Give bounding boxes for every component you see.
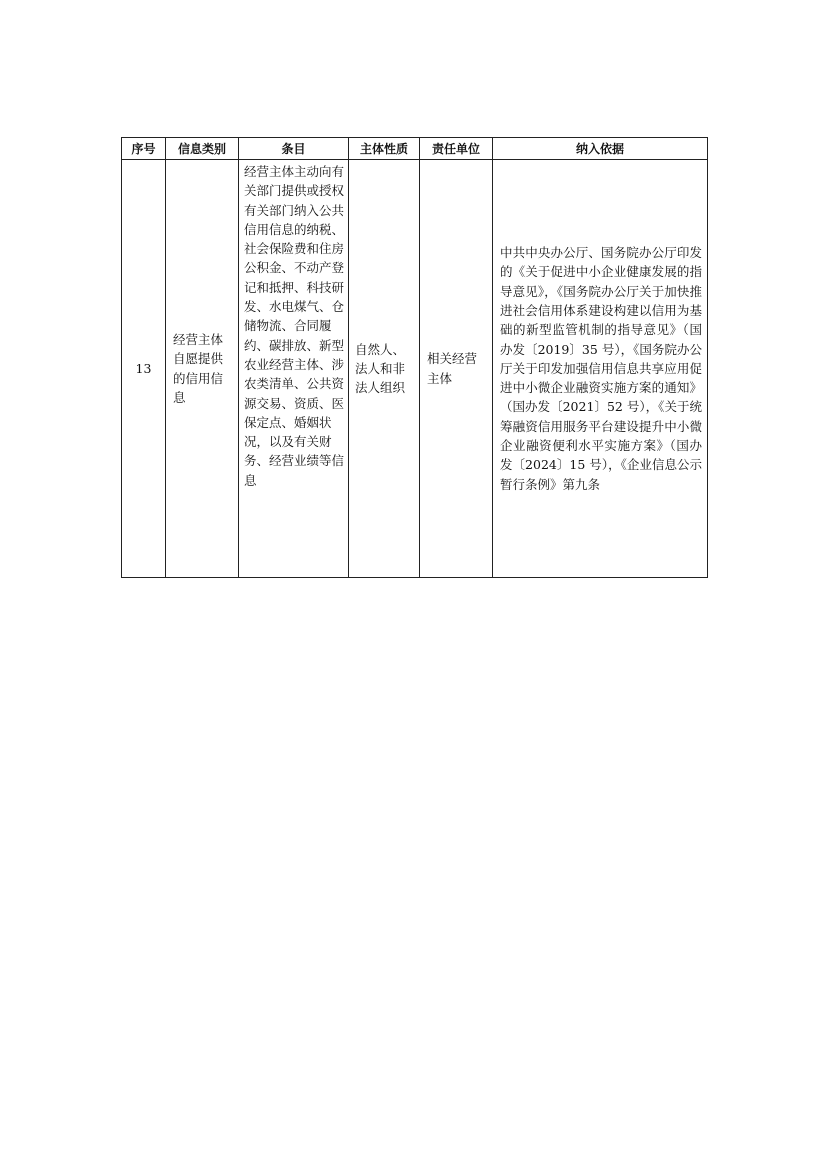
header-serial-number: 序号	[122, 138, 166, 160]
header-inclusion-basis: 纳入依据	[493, 138, 708, 160]
serial-number-text: 13	[135, 360, 152, 376]
table-header-row	[122, 138, 708, 160]
cell-subject-nature	[349, 160, 420, 578]
cell-item	[239, 160, 349, 578]
cell-serial-number	[122, 160, 166, 578]
inclusion-basis-text: 中共中央办公厅、国务院办公厅印发的《关于促进中小企业健康发展的指导意见》，《国务院办公厅关于加快推进社会信用体系建设构建以信用为基础的新型监管机制的指导意见》（国办发〔2019〕35 号），《国务院办公厅关于印发加强信用信息共享应用促进中小微企业融资实施方案的通知》（国办发〔2021〕52 号），《关于统筹融资信用服务平台建设提升中小微企业融资便利水平实施方案》（国办发〔2024〕15 号），《企业信息公示暂行条例》第九条	[500, 245, 702, 492]
header-item: 条目	[239, 138, 349, 160]
cell-responsible-unit	[420, 160, 493, 578]
table-row	[122, 160, 708, 578]
header-subject-nature: 主体性质	[349, 138, 420, 160]
info-catalog-table	[121, 137, 708, 578]
cell-info-category	[166, 160, 239, 578]
responsible-unit-text: 相关经营主体	[427, 351, 478, 386]
header-responsible-unit: 责任单位	[420, 138, 493, 160]
subject-nature-text: 自然人、法人和非法人组织	[355, 341, 406, 396]
header-info-category: 信息类别	[166, 138, 239, 160]
info-category-text: 经营主体自愿提供的信用信息	[173, 331, 224, 405]
cell-inclusion-basis	[493, 160, 708, 578]
item-text: 经营主体主动向有关部门提供或授权有关部门纳入公共信用信息的纳税、社会保险费和住房公积金、不动产登记和抵押、科技研发、水电煤气、仓储物流、合同履约、碳排放、新型农业经营主体、涉农类清单、公共资源交易、资质、医保定点、婚姻状况，以及有关财务、经营业绩等信息	[244, 164, 345, 488]
